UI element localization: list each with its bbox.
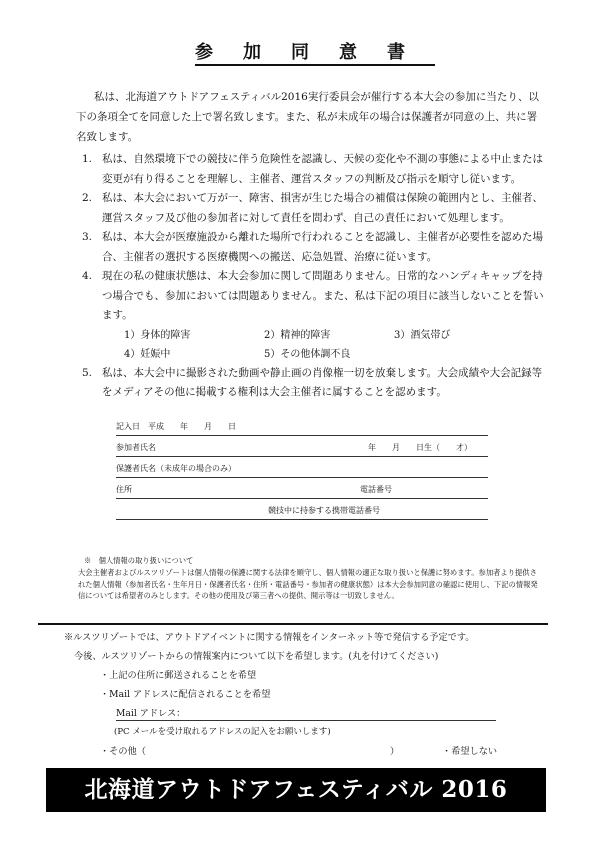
agreement-item: 5. 私は、本大会中に撮影された動画や静止画の肖像権一切を放棄します。大会成績や大会記録等をメディアその他に掲載する権利は大会主催者に属することを認めます。 (82, 366, 543, 398)
option-other[interactable]: ・その他（ ） ・希望しない (64, 742, 554, 761)
date-row[interactable]: 記入日 平成 年 月 日 (116, 415, 488, 436)
option-no-wish[interactable]: ・希望しない (442, 746, 498, 757)
document-title: 参加同意書 (0, 38, 600, 64)
option-mail[interactable]: ・Mail アドレスに配信されることを希望 (100, 689, 271, 700)
participant-name-row[interactable]: 参加者氏名 年 月 日生（ 才） (116, 436, 488, 457)
agreement-item: 3. 私は、本大会が医療施設から離れた場所で行われることを認識し、主催者が必要性を認めた場合、主催者の選択する医療機関への搬送、応急処置、治療に従います。 (82, 231, 543, 263)
condition-item: 3）酒気帯び (394, 329, 451, 341)
event-banner: 北海道アウトドアフェスティバル 2016 (46, 768, 546, 812)
condition-item: 2）精神的障害 (264, 329, 331, 341)
privacy-note: ※ 個人情報の取り扱いについて 大会主催者およびルスツリゾートは個人情報の保護に関する法律を順守し、個人情報の適正な取り扱いと保護に努めます。参加者より提供された個人情報（参加者氏名・生年月日・保護者氏名・住所・電話番号・参加者の健康状態）は本大会参加同意の確認に使用し、下記の情報発信については希望者のみとします。その他の使用及び第三者への提供、開示等は一切致しません。 (78, 556, 538, 601)
agreement-item: 4. 現在の私の健康状態は、本大会参加に関して問題ありません。日常的なハンディキャップを持つ場合でも、参加においては問題ありません。また、私は下記の項目に該当しないことを誓います。 1）身体的障害 2）精神的障害 3）酒気帯び 4）妊娠中 5）その他体調不良 (82, 267, 547, 364)
condition-item: 5）その他体調不良 (264, 348, 351, 360)
agreement-list (82, 150, 547, 403)
agreement-item: 1. 私は、自然環境下での競技に伴う危険性を認識し、天候の変化や不測の事態による中止または変更が有り得ることを理解し、主催者、運営スタッフの判断及び指示を順守し従います。 (82, 153, 543, 185)
condition-item: 1）身体的障害 (124, 329, 191, 341)
condition-list (124, 326, 547, 364)
divider (38, 623, 548, 625)
option-post[interactable]: ・上記の住所に郵送されることを希望 (100, 670, 257, 681)
mobile-row[interactable]: 競技中に持参する携帯電話番号 (116, 499, 488, 520)
agreement-item: 2. 私は、本大会において万が一、障害、損害が生じた場合の補償は保険の範囲内とし、主催者、運営スタッフ及び他の参加者に対して責任を問わず、自己の責任において処理します。 (82, 192, 543, 224)
address-row[interactable]: 住所 電話番号 (116, 478, 488, 499)
signature-form (116, 415, 488, 520)
guardian-name-row[interactable]: 保護者氏名（未成年の場合のみ） (116, 457, 488, 478)
condition-item: 4）妊娠中 (124, 348, 171, 360)
info-preference-section: ※ルスツリゾートでは、アウトドアイベントに関する情報をインターネット等で発信する予定です。 今後、ルスツリゾートからの情報案内について以下を希望します。(丸を付けてください) ・上記の住所に郵送されることを希望 ・Mail アドレスに配信されることを希望 Mail アドレス： (PC メールを受け取れるアドレスの記入をお願いします) ・その他（ ） ・希望しない (64, 628, 554, 761)
mail-address-field[interactable]: Mail アドレス： (64, 704, 554, 723)
intro-paragraph: 私は、北海道アウトドアフェスティバル2016実行委員会が催行する本大会の参加に当たり、以下の条項全てを同意した上で署名致します。また、私が未成年の場合は保護者が同意の上、共に署名致します。 (76, 91, 539, 143)
